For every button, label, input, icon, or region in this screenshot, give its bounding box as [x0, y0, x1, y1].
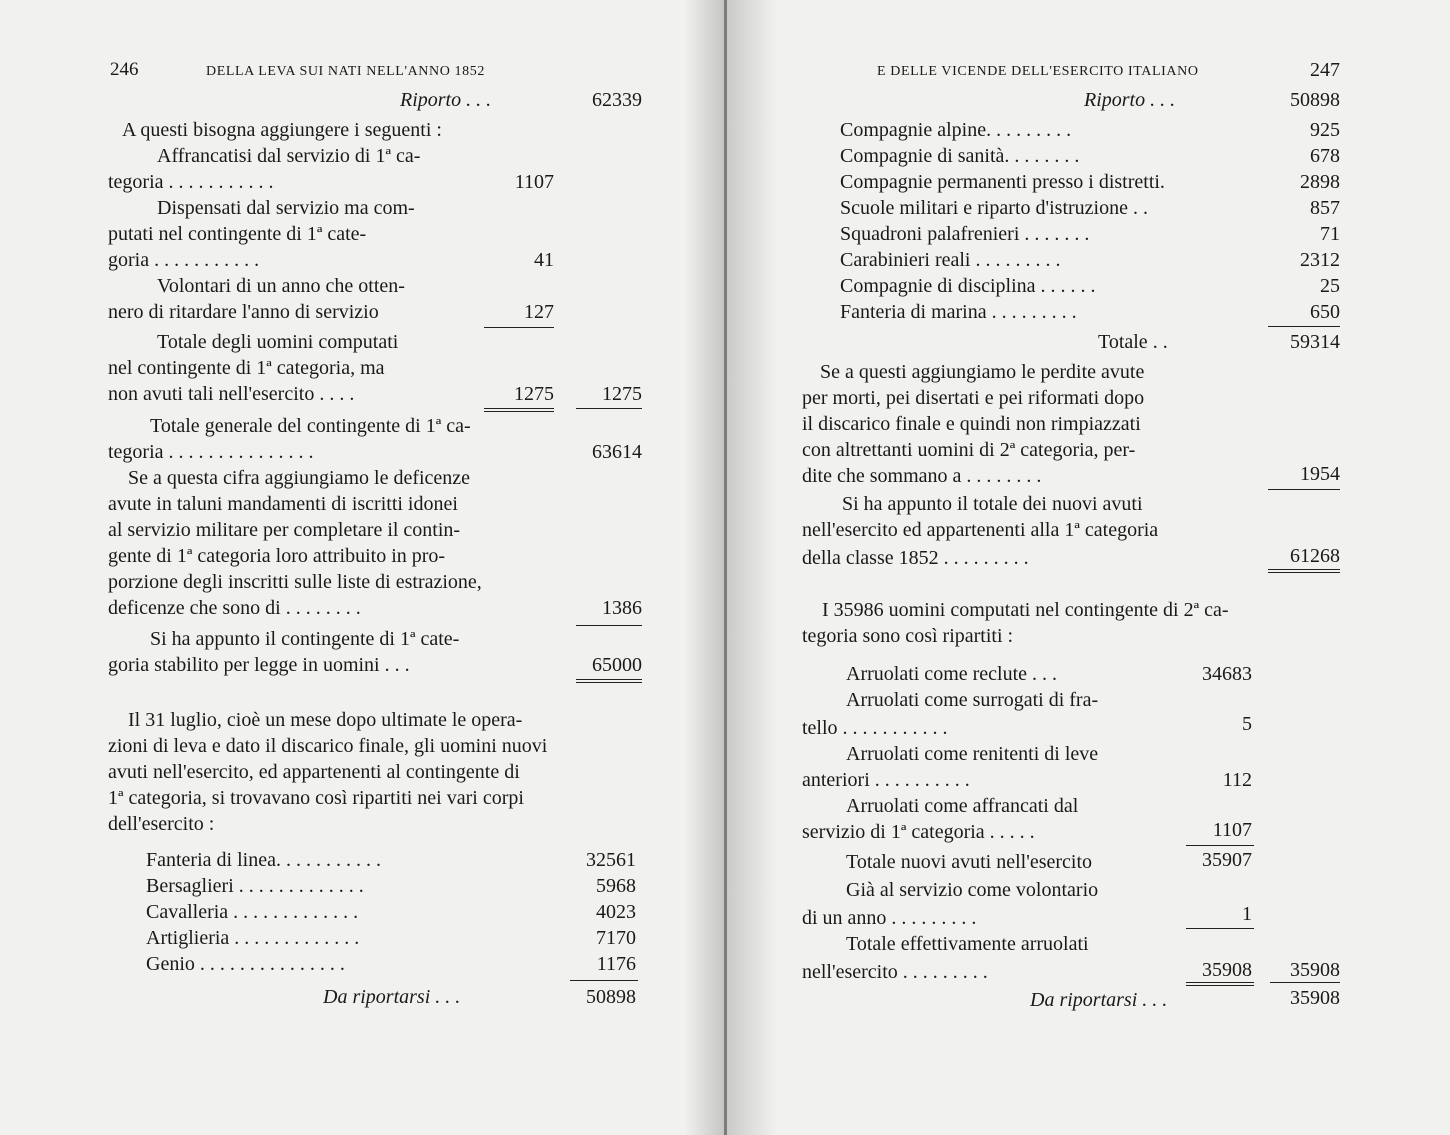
- text-line: porzione degli inscritti sulle liste di estrazione,: [108, 571, 482, 593]
- corps-amount: 71: [1320, 223, 1340, 245]
- corps-label: Compagnie di sanità. . . . . . . .: [840, 145, 1080, 167]
- riporto-label: Riporto . . .: [400, 89, 492, 111]
- corps-amount: 2312: [1300, 249, 1340, 271]
- corps-label: Artiglieria . . . . . . . . . . . . .: [146, 927, 360, 949]
- text-line: A questi bisogna aggiungere i seguenti :: [122, 119, 442, 141]
- sum-rule: [576, 625, 642, 626]
- corps-label: Squadroni palafrenieri . . . . . . .: [840, 223, 1090, 245]
- sum-rule: [1268, 489, 1340, 490]
- text-line: Arruolati come reclute . . .: [846, 663, 1058, 685]
- amount-outer: 1275: [602, 383, 642, 405]
- text-line: tegoria . . . . . . . . . . .: [108, 171, 274, 193]
- text-line: goria stabilito per legge in uomini . . .: [108, 654, 410, 676]
- amount: 34683: [1202, 663, 1252, 685]
- text-line: deficenze che sono di . . . . . . . .: [108, 597, 361, 619]
- text-line: anteriori . . . . . . . . . .: [802, 769, 970, 791]
- text-line: Dispensati dal servizio ma com-: [157, 197, 415, 219]
- corps-amount: 650: [1310, 301, 1340, 323]
- sum-rule: [576, 679, 642, 680]
- amount: 1107: [514, 171, 554, 193]
- page-number-right: 247: [1310, 59, 1340, 81]
- corps-label: Compagnie di disciplina . . . . . .: [840, 275, 1096, 297]
- corps-label: Fanteria di linea. . . . . . . . . . .: [146, 849, 381, 871]
- corps-amount: 7170: [596, 927, 636, 949]
- sum-rule: [1186, 982, 1254, 983]
- corps-label: Genio . . . . . . . . . . . . . . .: [146, 953, 345, 975]
- text-line: nell'esercito . . . . . . . . .: [802, 961, 988, 983]
- da-riportarsi-label: Da riportarsi . . .: [1030, 989, 1168, 1011]
- sum-rule: [570, 980, 638, 981]
- sum-rule: [1186, 985, 1254, 986]
- totale-label: Totale . .: [1098, 331, 1168, 353]
- text-line: 1ª categoria, si trovavano così ripartiti nei vari corpi: [108, 787, 524, 809]
- sum-rule: [484, 327, 554, 328]
- sum-rule: [1268, 326, 1340, 327]
- text-line: non avuti tali nell'esercito . . . .: [108, 383, 355, 405]
- corps-amount: 32561: [586, 849, 636, 871]
- text-line: Affrancatisi dal servizio di 1ª ca-: [157, 145, 421, 167]
- text-line: tegoria sono così ripartiti :: [802, 625, 1014, 647]
- corps-amount: 4023: [596, 901, 636, 923]
- text-line: nero di ritardare l'anno di servizio: [108, 301, 379, 323]
- text-line: Totale effettivamente arruolati: [846, 933, 1089, 955]
- corps-label: Compagnie alpine. . . . . . . . .: [840, 119, 1072, 141]
- text-line: dell'esercito :: [108, 813, 215, 835]
- amount-outer: 63614: [592, 441, 642, 463]
- amount: 127: [524, 301, 554, 323]
- sum-rule: [1186, 928, 1254, 929]
- text-line: gente di 1ª categoria loro attribuito in pro-: [108, 545, 446, 567]
- corps-amount: 25: [1320, 275, 1340, 297]
- amount-outer: 1954: [1300, 463, 1340, 485]
- sum-rule: [576, 408, 642, 409]
- amount: 1: [1242, 903, 1252, 925]
- corps-amount: 925: [1310, 119, 1340, 141]
- amount-outer: 61268: [1290, 545, 1340, 567]
- corps-label: Fanteria di marina . . . . . . . . .: [840, 301, 1077, 323]
- right-page: [727, 0, 1450, 1135]
- riporto-amount: 50898: [1290, 89, 1340, 111]
- page-number-left: 246: [110, 59, 139, 80]
- text-line: Arruolati come affrancati dal: [846, 795, 1079, 817]
- sum-rule: [484, 411, 554, 412]
- amount: 5: [1242, 713, 1252, 735]
- amount-outer: 65000: [592, 654, 642, 676]
- text-line: servizio di 1ª categoria . . . . .: [802, 821, 1035, 843]
- sum-rule: [1268, 569, 1340, 570]
- text-line: avute in taluni mandamenti di iscritti idonei: [108, 493, 458, 515]
- text-line: Si ha appunto il contingente di 1ª cate-: [150, 628, 460, 650]
- text-line: della classe 1852 . . . . . . . . .: [802, 547, 1029, 569]
- left-page: [0, 0, 724, 1135]
- corps-label: Scuole militari e riparto d'istruzione . .: [840, 197, 1148, 219]
- amount-outer: 35908: [1290, 959, 1340, 981]
- text-line: con altrettanti uomini di 2ª categoria, per-: [802, 439, 1136, 461]
- text-line: al servizio militare per completare il contin-: [108, 519, 461, 541]
- sum-rule: [576, 682, 642, 683]
- text-line: di un anno . . . . . . . . .: [802, 907, 977, 929]
- amount: 112: [1222, 769, 1252, 791]
- running-head-left: DELLA LEVA SUI NATI NELL'ANNO 1852: [206, 64, 485, 79]
- sum-rule: [1268, 572, 1340, 573]
- text-line: Già al servizio come volontario: [846, 879, 1099, 901]
- text-line: Se a questa cifra aggiungiamo le deficenze: [128, 467, 471, 489]
- sum-rule: [1186, 845, 1254, 846]
- text-line: dite che sommano a . . . . . . . .: [802, 465, 1042, 487]
- text-line: Arruolati come renitenti di leve: [846, 743, 1099, 765]
- text-line: I 35986 uomini computati nel contingente di 2ª ca-: [822, 599, 1229, 621]
- da-riportarsi-label: Da riportarsi . . .: [323, 986, 461, 1008]
- text-line: Totale nuovi avuti nell'esercito: [846, 851, 1093, 873]
- corps-amount: 2898: [1300, 171, 1340, 193]
- corps-amount: 857: [1310, 197, 1340, 219]
- corps-amount: 1176: [596, 953, 636, 975]
- amount: 1107: [1212, 819, 1252, 841]
- da-riportarsi-amount: 50898: [586, 986, 636, 1008]
- corps-label: Cavalleria . . . . . . . . . . . . .: [146, 901, 359, 923]
- riporto-label: Riporto . . .: [1084, 89, 1176, 111]
- text-line: tegoria . . . . . . . . . . . . . . .: [108, 441, 314, 463]
- text-line: per morti, pei disertati e pei riformati dopo: [802, 387, 1145, 409]
- corps-amount: 5968: [596, 875, 636, 897]
- running-head-right: E DELLE VICENDE DELL'ESERCITO ITALIANO: [877, 64, 1199, 79]
- text-line: putati nel contingente di 1ª cate-: [108, 223, 367, 245]
- corps-label: Carabinieri reali . . . . . . . . .: [840, 249, 1061, 271]
- text-line: tello . . . . . . . . . . .: [802, 717, 948, 739]
- text-line: Totale degli uomini computati: [157, 331, 399, 353]
- text-line: Arruolati come surrogati di fra-: [846, 689, 1099, 711]
- text-line: Il 31 luglio, cioè un mese dopo ultimate le opera-: [128, 709, 523, 731]
- corps-label: Bersaglieri . . . . . . . . . . . . .: [146, 875, 364, 897]
- sum-rule: [1270, 982, 1340, 983]
- text-line: nel contingente di 1ª categoria, ma: [108, 357, 385, 379]
- text-line: Si ha appunto il totale dei nuovi avuti: [842, 493, 1143, 515]
- totale-amount: 59314: [1290, 331, 1340, 353]
- corps-amount: 678: [1310, 145, 1340, 167]
- amount: 35907: [1202, 849, 1252, 871]
- text-line: Volontari di un anno che otten-: [157, 275, 405, 297]
- riporto-amount: 62339: [592, 89, 642, 111]
- text-line: avuti nell'esercito, ed appartenenti al contingente di: [108, 761, 520, 783]
- da-riportarsi-amount: 35908: [1290, 987, 1340, 1009]
- corps-label: Compagnie permanenti presso i distretti.: [840, 171, 1165, 193]
- amount-outer: 1386: [602, 597, 642, 619]
- text-line: nell'esercito ed appartenenti alla 1ª categoria: [802, 519, 1159, 541]
- text-line: goria . . . . . . . . . . .: [108, 249, 260, 271]
- text-line: zioni di leva e dato il discarico finale, gli uomini nuovi: [108, 735, 548, 757]
- text-line: il discarico finale e quindi non rimpiazzati: [802, 413, 1141, 435]
- text-line: Se a questi aggiungiamo le perdite avute: [820, 361, 1145, 383]
- sum-rule: [484, 408, 554, 409]
- amount: 35908: [1202, 959, 1252, 981]
- amount: 41: [534, 249, 554, 271]
- text-line: Totale generale del contingente di 1ª ca-: [150, 415, 471, 437]
- amount: 1275: [514, 383, 554, 405]
